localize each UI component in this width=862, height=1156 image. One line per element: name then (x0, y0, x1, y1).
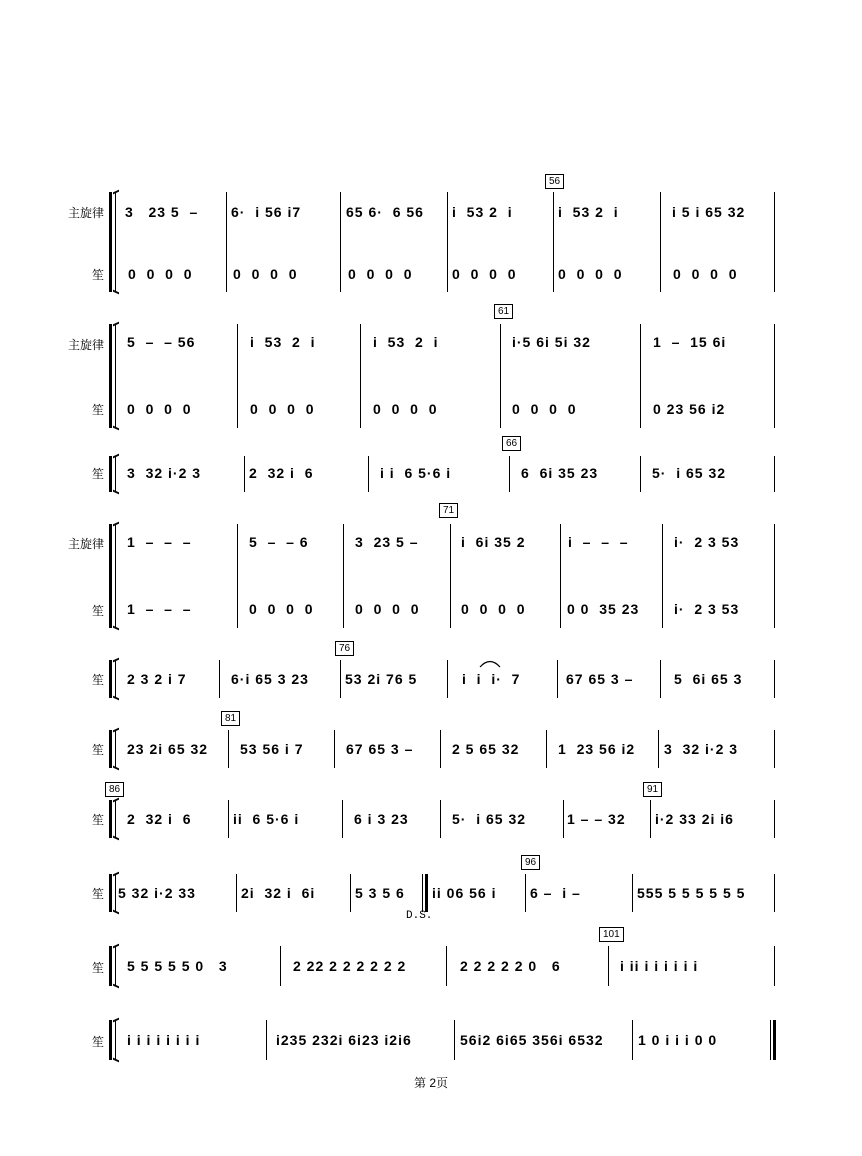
system-brace (109, 730, 112, 768)
measure: i i 6 5·6 i (380, 465, 452, 481)
measure: i – – – (568, 534, 629, 550)
system-line (115, 946, 116, 986)
barline (660, 192, 661, 292)
rehearsal-mark: 76 (335, 641, 354, 656)
measure: 5· i 65 32 (452, 811, 527, 827)
measure: 1 – 15 6i (653, 334, 727, 350)
part-label-sheng: 笙 (91, 604, 104, 618)
barline (228, 800, 229, 838)
measure: 3 23 5 – (355, 534, 419, 550)
part-label-sheng: 笙 (91, 813, 104, 827)
barline (454, 1020, 455, 1060)
barline (440, 800, 441, 838)
barline (525, 874, 526, 912)
barline (650, 800, 651, 838)
barline (360, 324, 361, 428)
system-brace (109, 192, 112, 292)
system-line (115, 456, 116, 492)
rehearsal-mark: 66 (502, 436, 521, 451)
final-barline (770, 1020, 776, 1060)
barline (236, 874, 237, 912)
part-label-sheng: 笙 (91, 268, 104, 282)
measure: 0 0 0 0 (249, 601, 314, 617)
part-label-sheng: 笙 (91, 403, 104, 417)
measure: 3 32 i·2 3 (664, 741, 739, 757)
measure: 0 0 0 0 (452, 266, 517, 282)
barline (500, 324, 501, 428)
system-brace (109, 660, 112, 698)
system-line (115, 730, 116, 768)
measure: 0 0 0 0 (373, 401, 438, 417)
measure: 53 56 i 7 (240, 741, 304, 757)
barline (280, 946, 281, 986)
barline (774, 800, 775, 838)
measure: 2i 32 i 6i (241, 885, 316, 901)
measure: i235 232i 6i23 i2i6 (276, 1032, 412, 1048)
measure: 0 0 0 0 (673, 266, 738, 282)
barline (640, 324, 641, 428)
measure: 0 23 56 i2 (653, 401, 726, 417)
measure: 0 0 0 0 (355, 601, 420, 617)
rehearsal-mark: 91 (643, 782, 662, 797)
barline (447, 192, 448, 292)
rehearsal-mark: 71 (439, 503, 458, 518)
measure: i·2 33 2i i6 (655, 811, 734, 827)
measure: 5· i 65 32 (652, 465, 727, 481)
barline (334, 730, 335, 768)
repeat-barline (422, 874, 428, 912)
barline (219, 660, 220, 698)
measure: 6·i 65 3 23 (231, 671, 309, 687)
barline (774, 946, 775, 986)
ds-marking: D.S. (406, 910, 433, 922)
system-brace (109, 1020, 112, 1060)
measure: i i i· 7 (462, 671, 521, 687)
part-label-sheng: 笙 (91, 743, 104, 757)
measure: 2 32 i 6 (127, 811, 192, 827)
measure: 3 23 5 – (125, 204, 199, 220)
measure: 2 5 65 32 (452, 741, 520, 757)
barline (450, 524, 451, 628)
part-label-sheng: 笙 (91, 1035, 104, 1049)
part-label-sheng: 笙 (91, 961, 104, 975)
measure: 1 – – 32 (567, 811, 626, 827)
measure: 67 65 3 – (346, 741, 414, 757)
measure: 6· i 56 i7 (231, 204, 302, 220)
barline (774, 660, 775, 698)
barline (560, 524, 561, 628)
barline (350, 874, 351, 912)
measure: ii 6 5·6 i (233, 811, 300, 827)
part-label-main: 主旋律 (67, 537, 104, 551)
measure: 0 0 0 0 (250, 401, 315, 417)
barline (557, 660, 558, 698)
measure: 2 32 i 6 (249, 465, 314, 481)
system-line (115, 800, 116, 838)
system-brace (109, 324, 112, 428)
rehearsal-mark: 86 (105, 782, 124, 797)
measure: 0 0 0 0 (127, 401, 192, 417)
barline (660, 660, 661, 698)
system-line (115, 324, 116, 428)
part-label-sheng: 笙 (91, 673, 104, 687)
measure: 65 6· 6 56 (346, 204, 424, 220)
barline (440, 730, 441, 768)
measure: i i i i i i i i (127, 1032, 201, 1048)
barline (774, 524, 775, 628)
system-line (115, 192, 116, 292)
measure: i· 2 3 53 (674, 534, 740, 550)
barline (228, 730, 229, 768)
system-line (115, 874, 116, 912)
measure: i 53 2 i (452, 204, 513, 220)
measure: 0 0 0 0 (233, 266, 298, 282)
measure: 5 – – 56 (127, 334, 196, 350)
barline (447, 660, 448, 698)
measure: i·5 6i 5i 32 (512, 334, 591, 350)
measure: ii 06 56 i (432, 885, 497, 901)
system-brace (109, 946, 112, 986)
measure: 5 – – 6 (249, 534, 309, 550)
barline (237, 524, 238, 628)
barline (340, 192, 341, 292)
measure: 1 23 56 i2 (558, 741, 636, 757)
barline (774, 192, 775, 292)
measure: 0 0 0 0 (461, 601, 526, 617)
measure: 6 – i – (530, 885, 581, 901)
barline (774, 456, 775, 492)
system-line (115, 660, 116, 698)
system-line (115, 524, 116, 628)
barline (632, 874, 633, 912)
measure: 67 65 3 – (566, 671, 634, 687)
part-label-main: 主旋律 (67, 338, 104, 352)
measure: 3 32 i·2 3 (127, 465, 202, 481)
barline (553, 192, 554, 292)
measure: 1 – – – (127, 601, 192, 617)
measure: i 53 2 i (558, 204, 619, 220)
barline (774, 324, 775, 428)
barline (266, 1020, 267, 1060)
barline (640, 456, 641, 492)
measure: i 53 2 i (250, 334, 316, 350)
barline (774, 730, 775, 768)
measure: 5 5 5 5 5 0 3 (127, 958, 228, 974)
barline (342, 800, 343, 838)
system-line (115, 1020, 116, 1060)
measure: i 6i 35 2 (461, 534, 526, 550)
barline (226, 192, 227, 292)
measure: i 53 2 i (373, 334, 439, 350)
barline (244, 456, 245, 492)
measure: 555 5 5 5 5 5 5 (637, 885, 746, 901)
measure: 56i2 6i65 356i 6532 (460, 1032, 604, 1048)
barline (608, 946, 609, 986)
part-label-sheng: 笙 (91, 887, 104, 901)
barline (774, 874, 775, 912)
rehearsal-mark: 61 (494, 304, 513, 319)
rehearsal-mark: 101 (599, 927, 624, 942)
measure: 5 3 5 6 (355, 885, 405, 901)
tie-mark (478, 658, 502, 668)
measure: 0 0 0 0 (128, 266, 193, 282)
part-label-main: 主旋律 (67, 206, 104, 220)
barline (446, 946, 447, 986)
barline (509, 456, 510, 492)
measure: 2 3 2 i 7 (127, 671, 187, 687)
measure: 53 2i 76 5 (345, 671, 418, 687)
system-brace (109, 874, 112, 912)
rehearsal-mark: 96 (521, 855, 540, 870)
measure: i ii i i i i i i (620, 958, 699, 974)
measure: 2 2 2 2 2 0 6 (460, 958, 561, 974)
measure: 1 0 i i i 0 0 (638, 1032, 718, 1048)
measure: 23 2i 65 32 (127, 741, 209, 757)
measure: 0 0 0 0 (348, 266, 413, 282)
page-number: 第 2页 (413, 1076, 448, 1090)
barline (340, 660, 341, 698)
part-label-sheng: 笙 (91, 467, 104, 481)
measure: i· 2 3 53 (674, 601, 740, 617)
measure: i 5 i 65 32 (672, 204, 746, 220)
system-brace (109, 524, 112, 628)
measure: 5 32 i·2 33 (118, 885, 196, 901)
measure: 2 22 2 2 2 2 2 2 (293, 958, 407, 974)
measure: 0 0 0 0 (558, 266, 623, 282)
rehearsal-mark: 81 (221, 711, 240, 726)
barline (237, 324, 238, 428)
barline (658, 730, 659, 768)
measure: 1 – – – (127, 534, 192, 550)
measure: 5 6i 65 3 (674, 671, 743, 687)
barline (632, 1020, 633, 1060)
measure: 0 0 0 0 (512, 401, 577, 417)
barline (546, 730, 547, 768)
measure: 0 0 35 23 (567, 601, 640, 617)
barline (368, 456, 369, 492)
barline (563, 800, 564, 838)
system-brace (109, 456, 112, 492)
measure: 6 6i 35 23 (521, 465, 599, 481)
barline (662, 524, 663, 628)
rehearsal-mark: 56 (545, 174, 564, 189)
measure: 6 i 3 23 (354, 811, 409, 827)
system-brace (109, 800, 112, 838)
barline (343, 524, 344, 628)
